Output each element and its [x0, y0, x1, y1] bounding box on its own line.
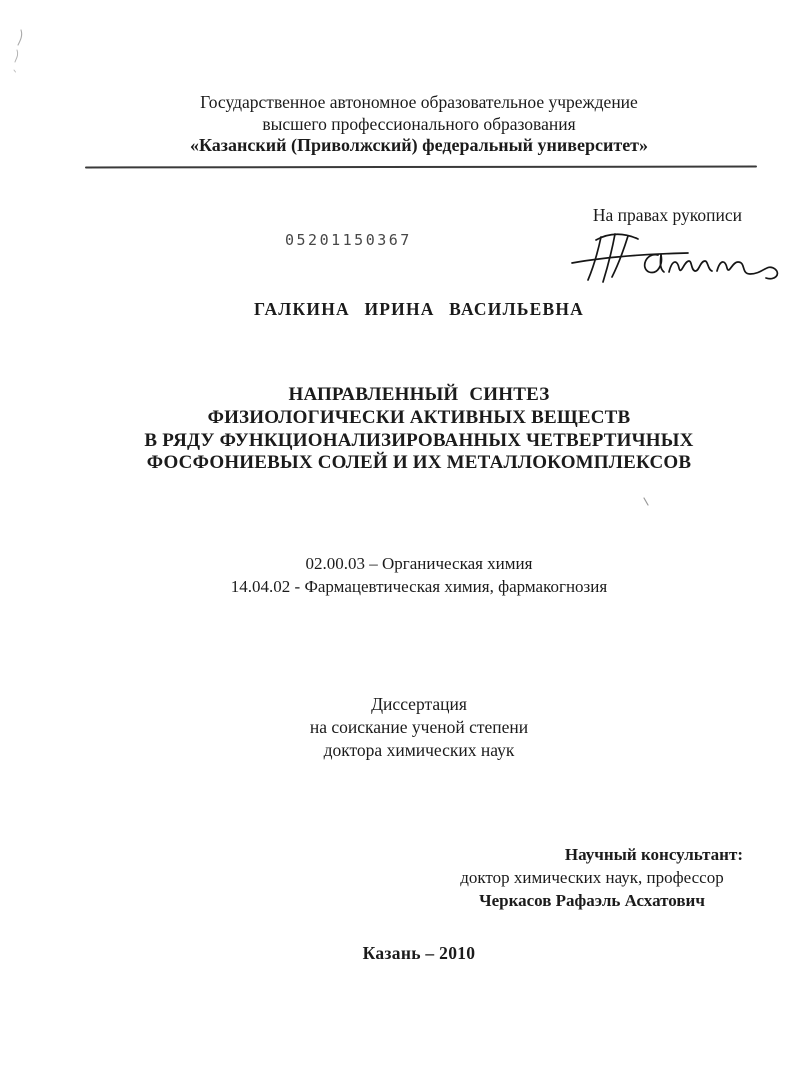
- thesis-type-block: [45, 693, 793, 762]
- manuscript-rights-note: На правах рукописи: [592, 205, 742, 225]
- pencil-corner-marks-icon: [8, 28, 38, 83]
- thesis-line-3: доктора химических наук: [323, 740, 515, 760]
- title-line-4: ФОСФОНИЕВЫХ СОЛЕЙ И ИХ МЕТАЛЛОКОМПЛЕКСОВ: [146, 452, 692, 474]
- consultant-degree: доктор химических наук, профессор: [460, 868, 724, 887]
- title-line-1: НАПРАВЛЕННЫЙ СИНТЕЗ: [288, 384, 550, 405]
- author-signature-icon: [570, 226, 782, 286]
- title-line-3: В РЯДУ ФУНКЦИОНАЛИЗИРОВАННЫХ ЧЕТВЕРТИЧНЫХ: [144, 429, 694, 451]
- consultant-block: [441, 843, 743, 912]
- author-name: ГАЛКИНА ИРИНА ВАСИЛЬЕВНА: [254, 299, 584, 319]
- specialty-line-2: 14.04.02 - Фармацевтическая химия, фармакогнозия: [230, 576, 608, 596]
- institution-line-1: Государственное автономное образовательное учреждение: [200, 92, 638, 112]
- institution-line-2: высшего профессионального образования: [262, 113, 576, 134]
- thesis-line-2: на соискание ученой степени: [309, 717, 529, 737]
- specialty-line-1: 02.00.03 – Органическая химия: [305, 554, 533, 573]
- consultant-label: Научный консультант:: [564, 845, 743, 864]
- institution-header: [45, 92, 793, 157]
- institution-line-3: «Казанский (Приволжский) федеральный университет»: [189, 135, 649, 155]
- city-year: Казань – 2010: [362, 943, 476, 963]
- registration-number: 05201150367: [285, 231, 412, 249]
- scan-speck-icon: [642, 494, 650, 504]
- consultant-name: Черкасов Рафаэль Асхатович: [479, 891, 705, 910]
- header-divider: [85, 166, 757, 169]
- dissertation-title: [45, 384, 793, 475]
- thesis-line-1: Диссертация: [371, 694, 467, 714]
- specialty-codes: [45, 553, 793, 598]
- title-line-2: ФИЗИОЛОГИЧЕСКИ АКТИВНЫХ ВЕЩЕСТВ: [207, 406, 631, 428]
